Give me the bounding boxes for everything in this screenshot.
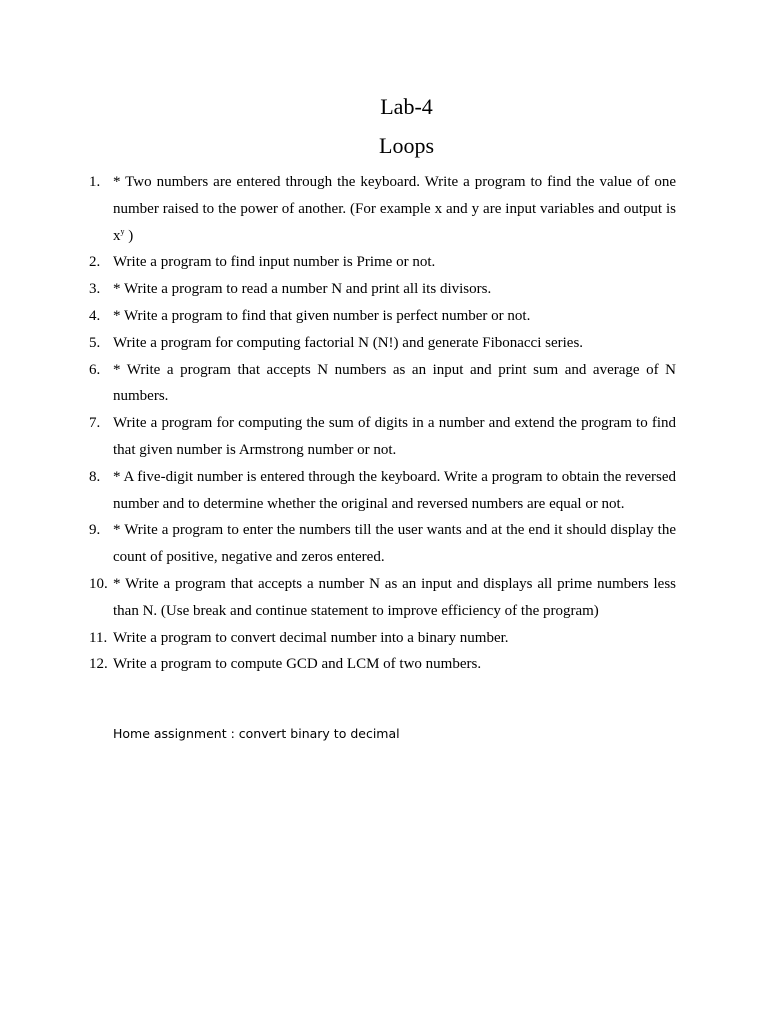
list-item bbox=[86, 517, 676, 571]
item-number: 7. bbox=[89, 415, 101, 432]
item-superscript: y bbox=[120, 226, 125, 236]
item-number: 10. bbox=[89, 575, 108, 592]
list-item bbox=[86, 651, 676, 678]
list-item bbox=[86, 410, 676, 464]
list-item bbox=[86, 464, 676, 518]
item-number: 2. bbox=[89, 254, 101, 271]
list-item bbox=[86, 357, 676, 411]
item-text: * A five-digit number is entered through the keyboard. Write a program to obtain the reversed number and to determine whether the original and reversed numbers are equal or not. bbox=[113, 468, 676, 512]
item-number: 6. bbox=[89, 361, 101, 378]
exercise-list bbox=[86, 169, 676, 678]
item-number: 9. bbox=[89, 522, 101, 539]
list-item bbox=[86, 330, 676, 357]
list-item bbox=[86, 303, 676, 330]
home-assignment: Home assignment : convert binary to decimal bbox=[113, 726, 400, 741]
item-text: * Write a program to enter the numbers till the user wants and at the end it should display the count of positive, negative and zeros entered. bbox=[113, 522, 676, 566]
list-item bbox=[86, 571, 676, 625]
item-number: 3. bbox=[89, 281, 101, 298]
item-number: 4. bbox=[89, 307, 101, 324]
item-text: * Two numbers are entered through the keyboard. Write a program to find the value of one number raised to the power of another. (For example x and y are input variables and output is x bbox=[113, 174, 676, 244]
list-item bbox=[86, 169, 676, 249]
item-number: 12. bbox=[89, 656, 108, 673]
item-text: Write a program to find input number is Prime or not. bbox=[113, 254, 436, 271]
item-text-end: ) bbox=[124, 227, 134, 244]
item-number: 11. bbox=[89, 629, 108, 646]
list-item bbox=[86, 276, 676, 303]
page-title: Lab-4 bbox=[380, 94, 433, 119]
item-text: * Write a program that accepts N numbers as an input and print sum and average of N numbers. bbox=[113, 361, 676, 405]
page-subtitle: Loops bbox=[379, 133, 434, 158]
item-text: * Write a program to find that given number is perfect number or not. bbox=[113, 307, 531, 324]
item-text: * Write a program that accepts a number N as an input and displays all prime numbers less than N. (Use break and continue statement to improve efficiency of the program) bbox=[113, 575, 676, 619]
item-number: 1. bbox=[89, 174, 101, 190]
item-number: 5. bbox=[89, 334, 101, 351]
list-item bbox=[86, 625, 676, 652]
item-text: Write a program to compute GCD and LCM of two numbers. bbox=[113, 656, 482, 673]
list-item bbox=[86, 249, 676, 276]
item-text: Write a program to convert decimal number into a binary number. bbox=[113, 629, 509, 646]
item-text: Write a program for computing factorial N (N!) and generate Fibonacci series. bbox=[113, 334, 584, 351]
item-text: * Write a program to read a number N and print all its divisors. bbox=[113, 281, 492, 298]
item-text: Write a program for computing the sum of digits in a number and extend the program to find that given number is Armstrong number or not. bbox=[113, 415, 676, 458]
item-number: 8. bbox=[89, 468, 101, 485]
